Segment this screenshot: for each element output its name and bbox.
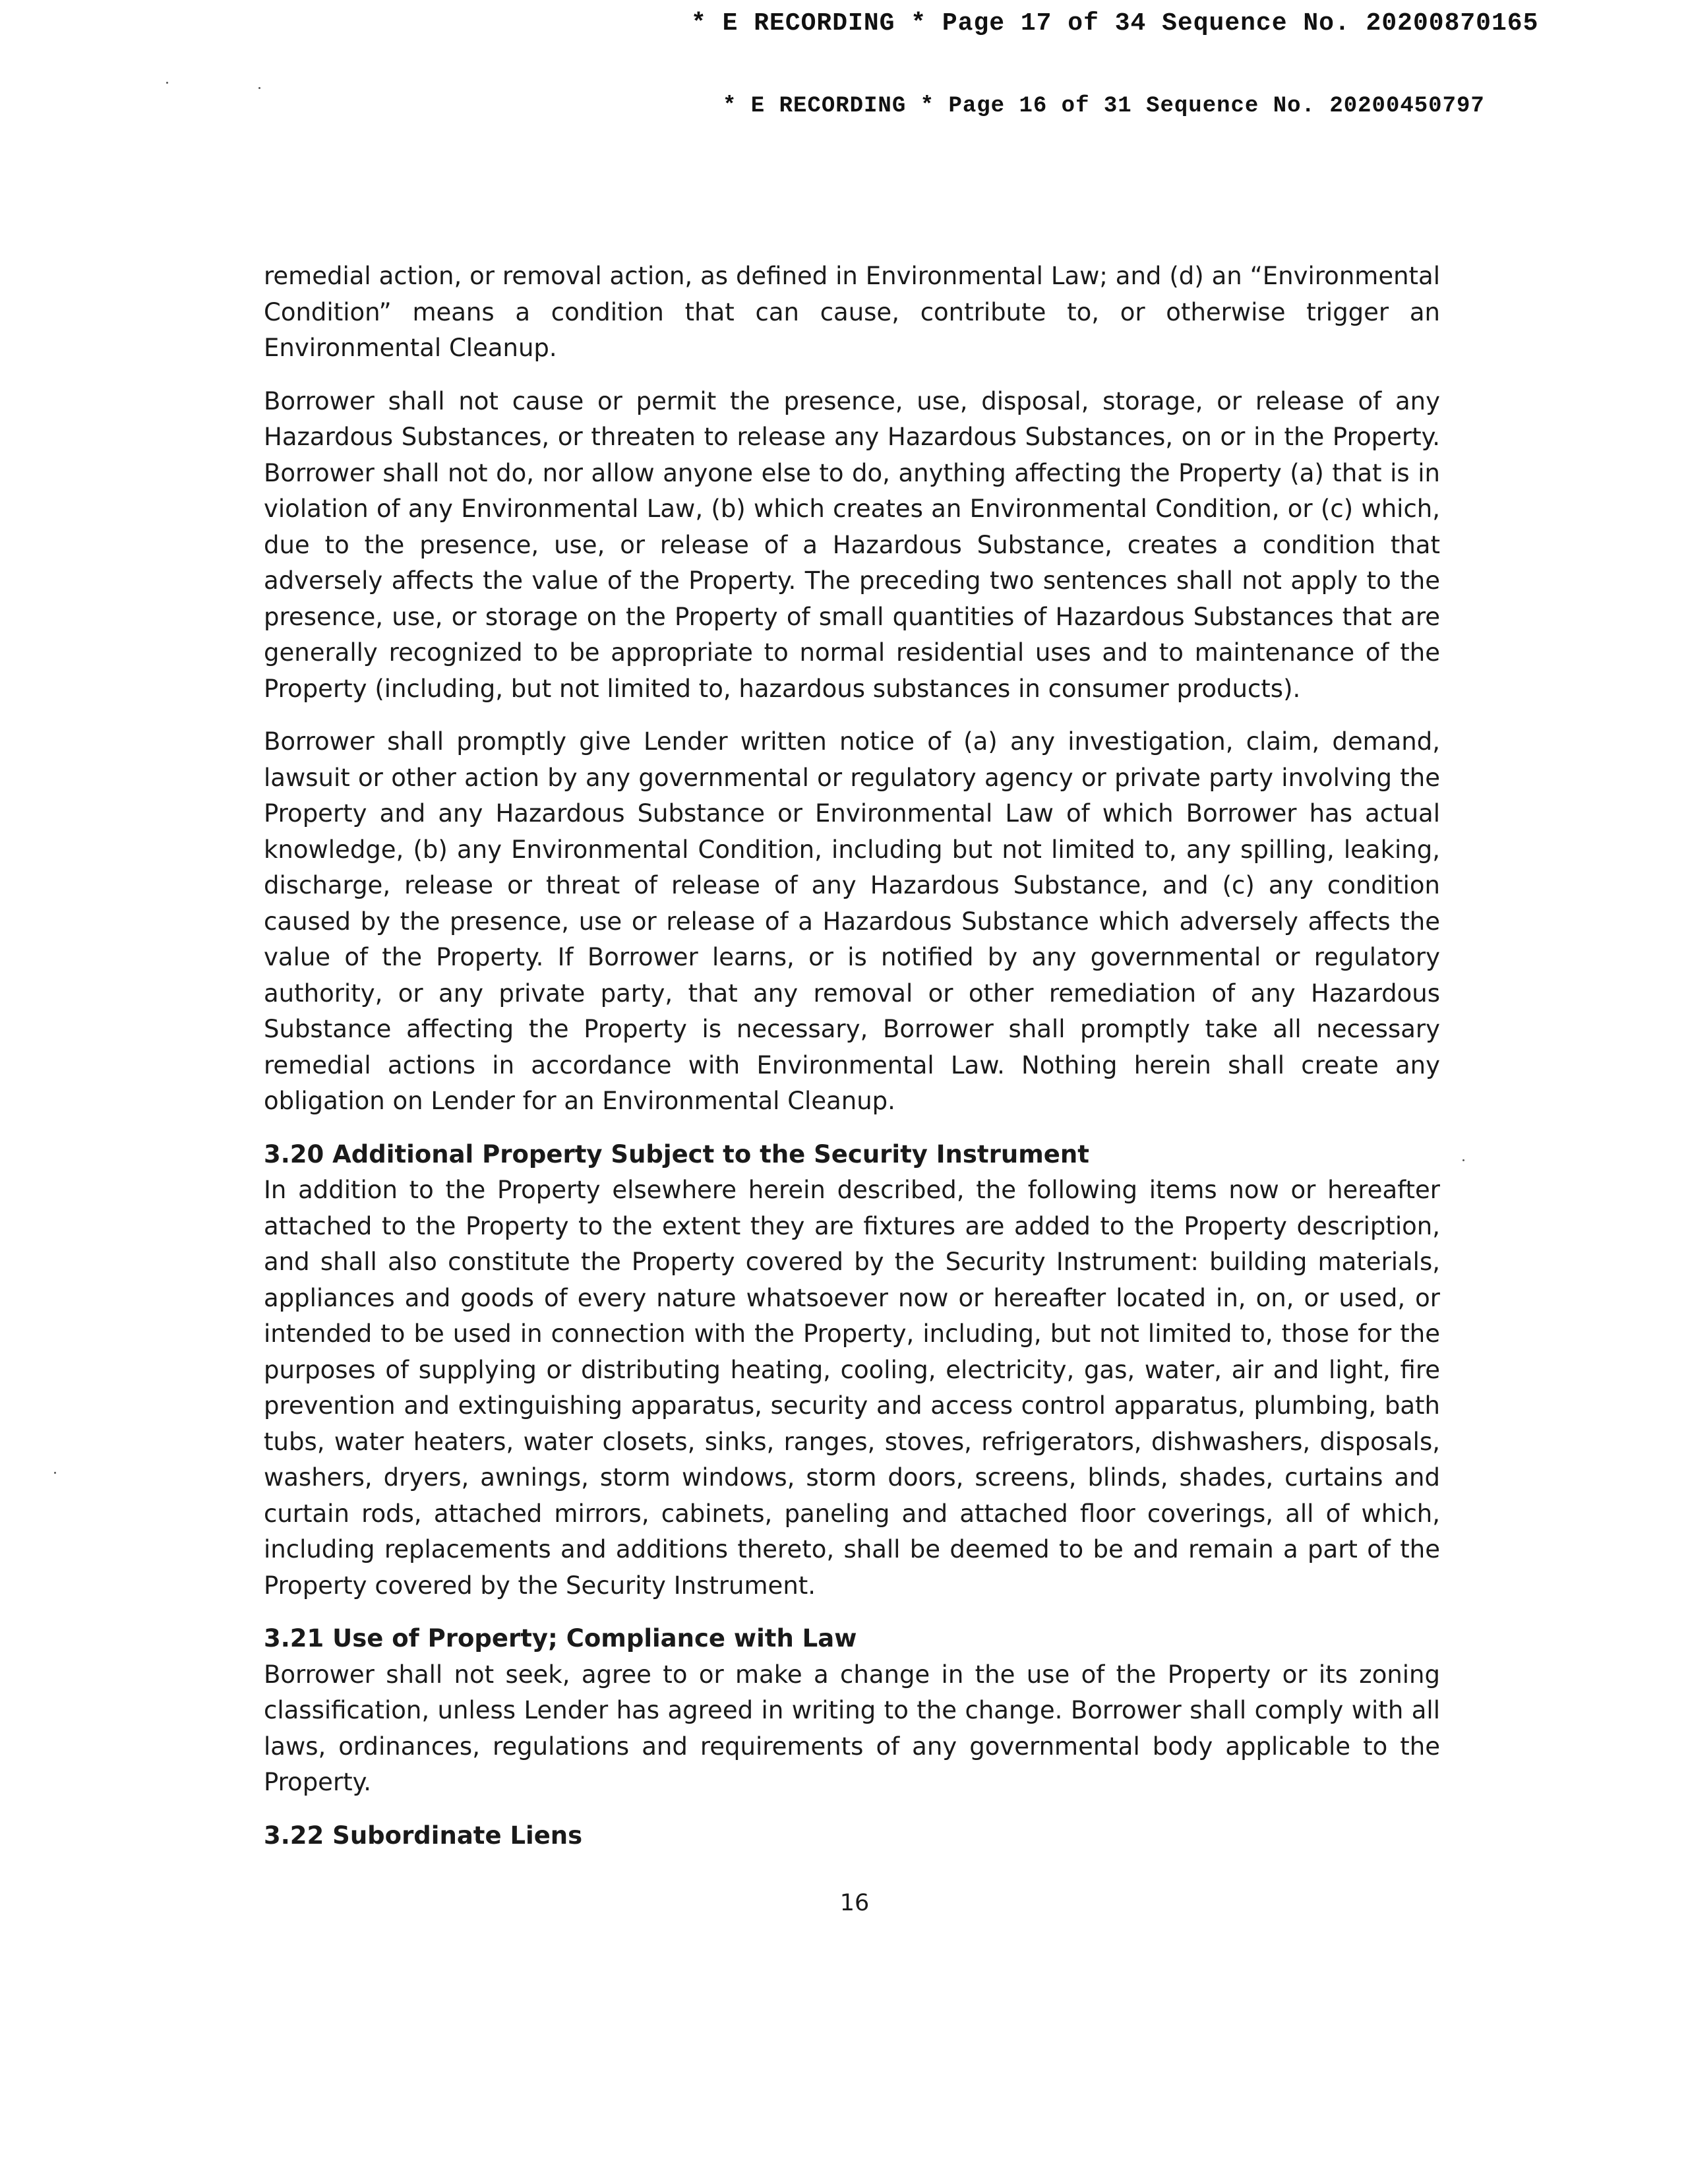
section-3-22 [264, 1818, 1440, 1854]
paragraph-notice-to-lender: Borrower shall promptly give Lender written notice of (a) any investigation, claim, demand, lawsuit or other action by any governmental or regulatory agency or private party involving the Property and any Hazardous Substance or Environmental Law of which Borrower has actual knowledge, (b) any Environmental Condition, including but not limited to, any spilling, leaking, discharge, release or threat of release of any Hazardous Substance, and (c) any condition caused by the presence, use or release of a Hazardous Substance which adversely affects the value of the Property. If Borrower learns, or is notified by any governmental or regulatory authority, or any private party, that any removal or other remediation of any Hazardous Substance affecting the Property is necessary, Borrower shall promptly take all necessary remedial actions in accordance with Environmental Law. Nothing herein shall create any obligation on Lender for an Environmental Cleanup. [264, 727, 1440, 1115]
scan-speck [166, 82, 168, 84]
paragraph-environmental-definitions: remedial action, or removal action, as defined in Environmental Law; and (d) an “Environmental Condition” means a condition that can cause, contribute to, or otherwise trigger an Environmental Cleanup. [264, 262, 1440, 362]
section-3-21 [264, 1621, 1440, 1801]
paragraph-hazardous-substances: Borrower shall not cause or permit the presence, use, disposal, storage, or release of any Hazardous Substances, or threaten to release any Hazardous Substances, on or in the Property. Borrower shall not do, nor allow anyone else to do, anything affecting the Property (a) that is in violation of any Environmental Law, (b) which creates an Environmental Condition, or (c) which, due to the presence, use, or release of a Hazardous Substance, creates a condition that adversely affects the value of the Property. The preceding two sentences shall not apply to the presence, use, or storage on the Property of small quantities of Hazardous Substances that are generally recognized to be appropriate to normal residential uses and to maintenance of the Property (including, but not limited to, hazardous substances in consumer products). [264, 386, 1440, 703]
scan-speck [258, 87, 260, 89]
recording-stamp-original: * E RECORDING * Page 16 of 31 Sequence No. 20200450797 [723, 94, 1485, 119]
recording-stamp-current: * E RECORDING * Page 17 of 34 Sequence No. 20200870165 [691, 9, 1539, 38]
scan-speck [1462, 1159, 1464, 1161]
section-3-20 [264, 1137, 1440, 1604]
section-heading: 3.20 Additional Property Subject to the Security Instrument [264, 1139, 1089, 1168]
section-text: In addition to the Property elsewhere herein described, the following items now or hereafter attached to the Property to the extent they are fixtures are added to the Property description, and shall also constitute the Property covered by the Security Instrument: building materials, appliances and goods of every nature whatsoever now or hereafter located in, on, or used, or intended to be used in connection with the Property, including, but not limited to, those for the purposes of supplying or distributing heating, cooling, electricity, gas, water, air and light, fire prevention and extinguishing apparatus, security and access control apparatus, plumbing, bath tubs, water heaters, water closets, sinks, ranges, stoves, refrigerators, dishwashers, disposals, washers, dryers, awnings, storm windows, storm doors, screens, blinds, shades, curtains and curtain rods, attached mirrors, cabinets, paneling and attached floor coverings, all of which, including replacements and additions thereto, shall be deemed to be and remain a part of the Property covered by the Security Instrument. [264, 1176, 1440, 1600]
section-heading: 3.21 Use of Property; Compliance with Law [264, 1624, 857, 1653]
scan-speck [54, 1472, 56, 1474]
page-number: 16 [839, 1890, 870, 1916]
document-body [264, 258, 1440, 1854]
section-heading: 3.22 Subordinate Liens [264, 1821, 583, 1850]
section-text: Borrower shall not seek, agree to or make a change in the use of the Property or its zoning classification, unless Lender has agreed in writing to the change. Borrower shall comply with all laws, ordinances, regulations and requirements of any governmental body applicable to the Property. [264, 1660, 1440, 1796]
